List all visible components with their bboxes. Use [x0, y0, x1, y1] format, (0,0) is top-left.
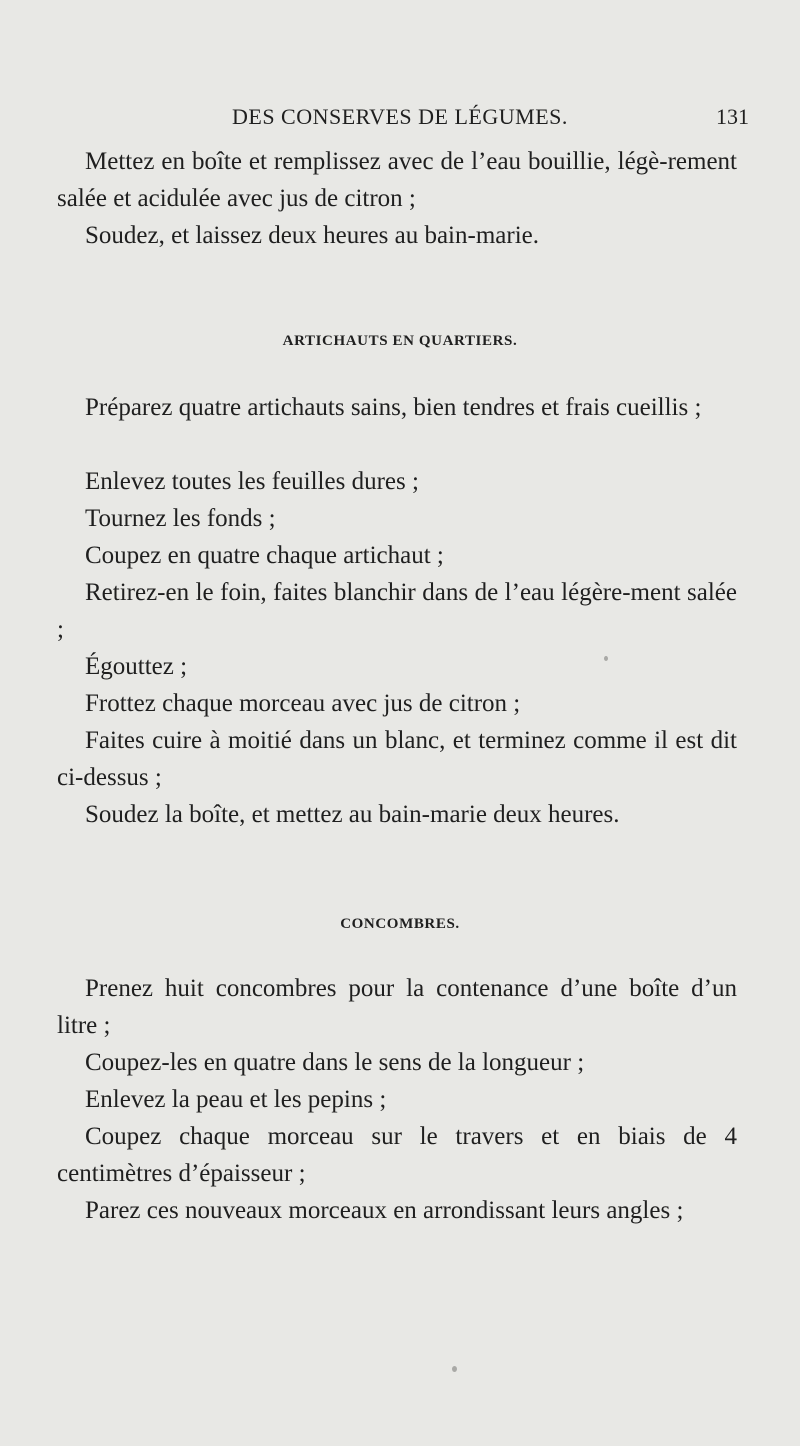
- running-title: DES CONSERVES DE LÉGUMES.: [232, 104, 568, 129]
- paragraph: Coupez en quatre chaque artichaut ;: [85, 542, 444, 569]
- paragraph: Frottez chaque morceau avec jus de citron ;: [85, 690, 521, 717]
- paragraph: Coupez chaque morceau sur le travers et en biais de 4 centimètres d’épaisseur ;: [57, 1123, 737, 1187]
- paragraph: Préparez quatre artichauts sains, bien tendres et frais cueillis ;: [85, 394, 702, 421]
- paragraph: Faites cuire à moitié dans un blanc, et terminez comme il est dit ci-dessus ;: [57, 727, 737, 791]
- page-number: 131: [716, 104, 749, 129]
- paragraph: Retirez-en le foin, faites blanchir dans de l’eau légère-ment salée ;: [57, 579, 737, 643]
- paragraph: Prenez huit concombres pour la contenance d’une boîte d’un litre ;: [57, 975, 737, 1039]
- paragraph: Parez ces nouveaux morceaux en arrondissant leurs angles ;: [85, 1197, 684, 1224]
- paragraph: Tournez les fonds ;: [85, 505, 276, 532]
- section-heading: ARTICHAUTS EN QUARTIERS.: [282, 333, 518, 349]
- paragraph: Coupez-les en quatre dans le sens de la longueur ;: [85, 1049, 585, 1076]
- paragraph: Enlevez la peau et les pepins ;: [85, 1086, 387, 1113]
- paragraph: Soudez, et laissez deux heures au bain-marie.: [85, 222, 539, 249]
- paper-speck: [452, 1366, 457, 1372]
- paragraph: Soudez la boîte, et mettez au bain-marie deux heures.: [85, 801, 620, 828]
- paragraph: Égouttez ;: [85, 653, 188, 680]
- paragraph: Mettez en boîte et remplissez avec de l’eau bouillie, légè-rement salée et acidulée avec jus de citron ;: [57, 148, 737, 212]
- paragraph: Enlevez toutes les feuilles dures ;: [85, 468, 419, 495]
- section-heading: CONCOMBRES.: [340, 916, 460, 932]
- paper-speck: [604, 656, 608, 661]
